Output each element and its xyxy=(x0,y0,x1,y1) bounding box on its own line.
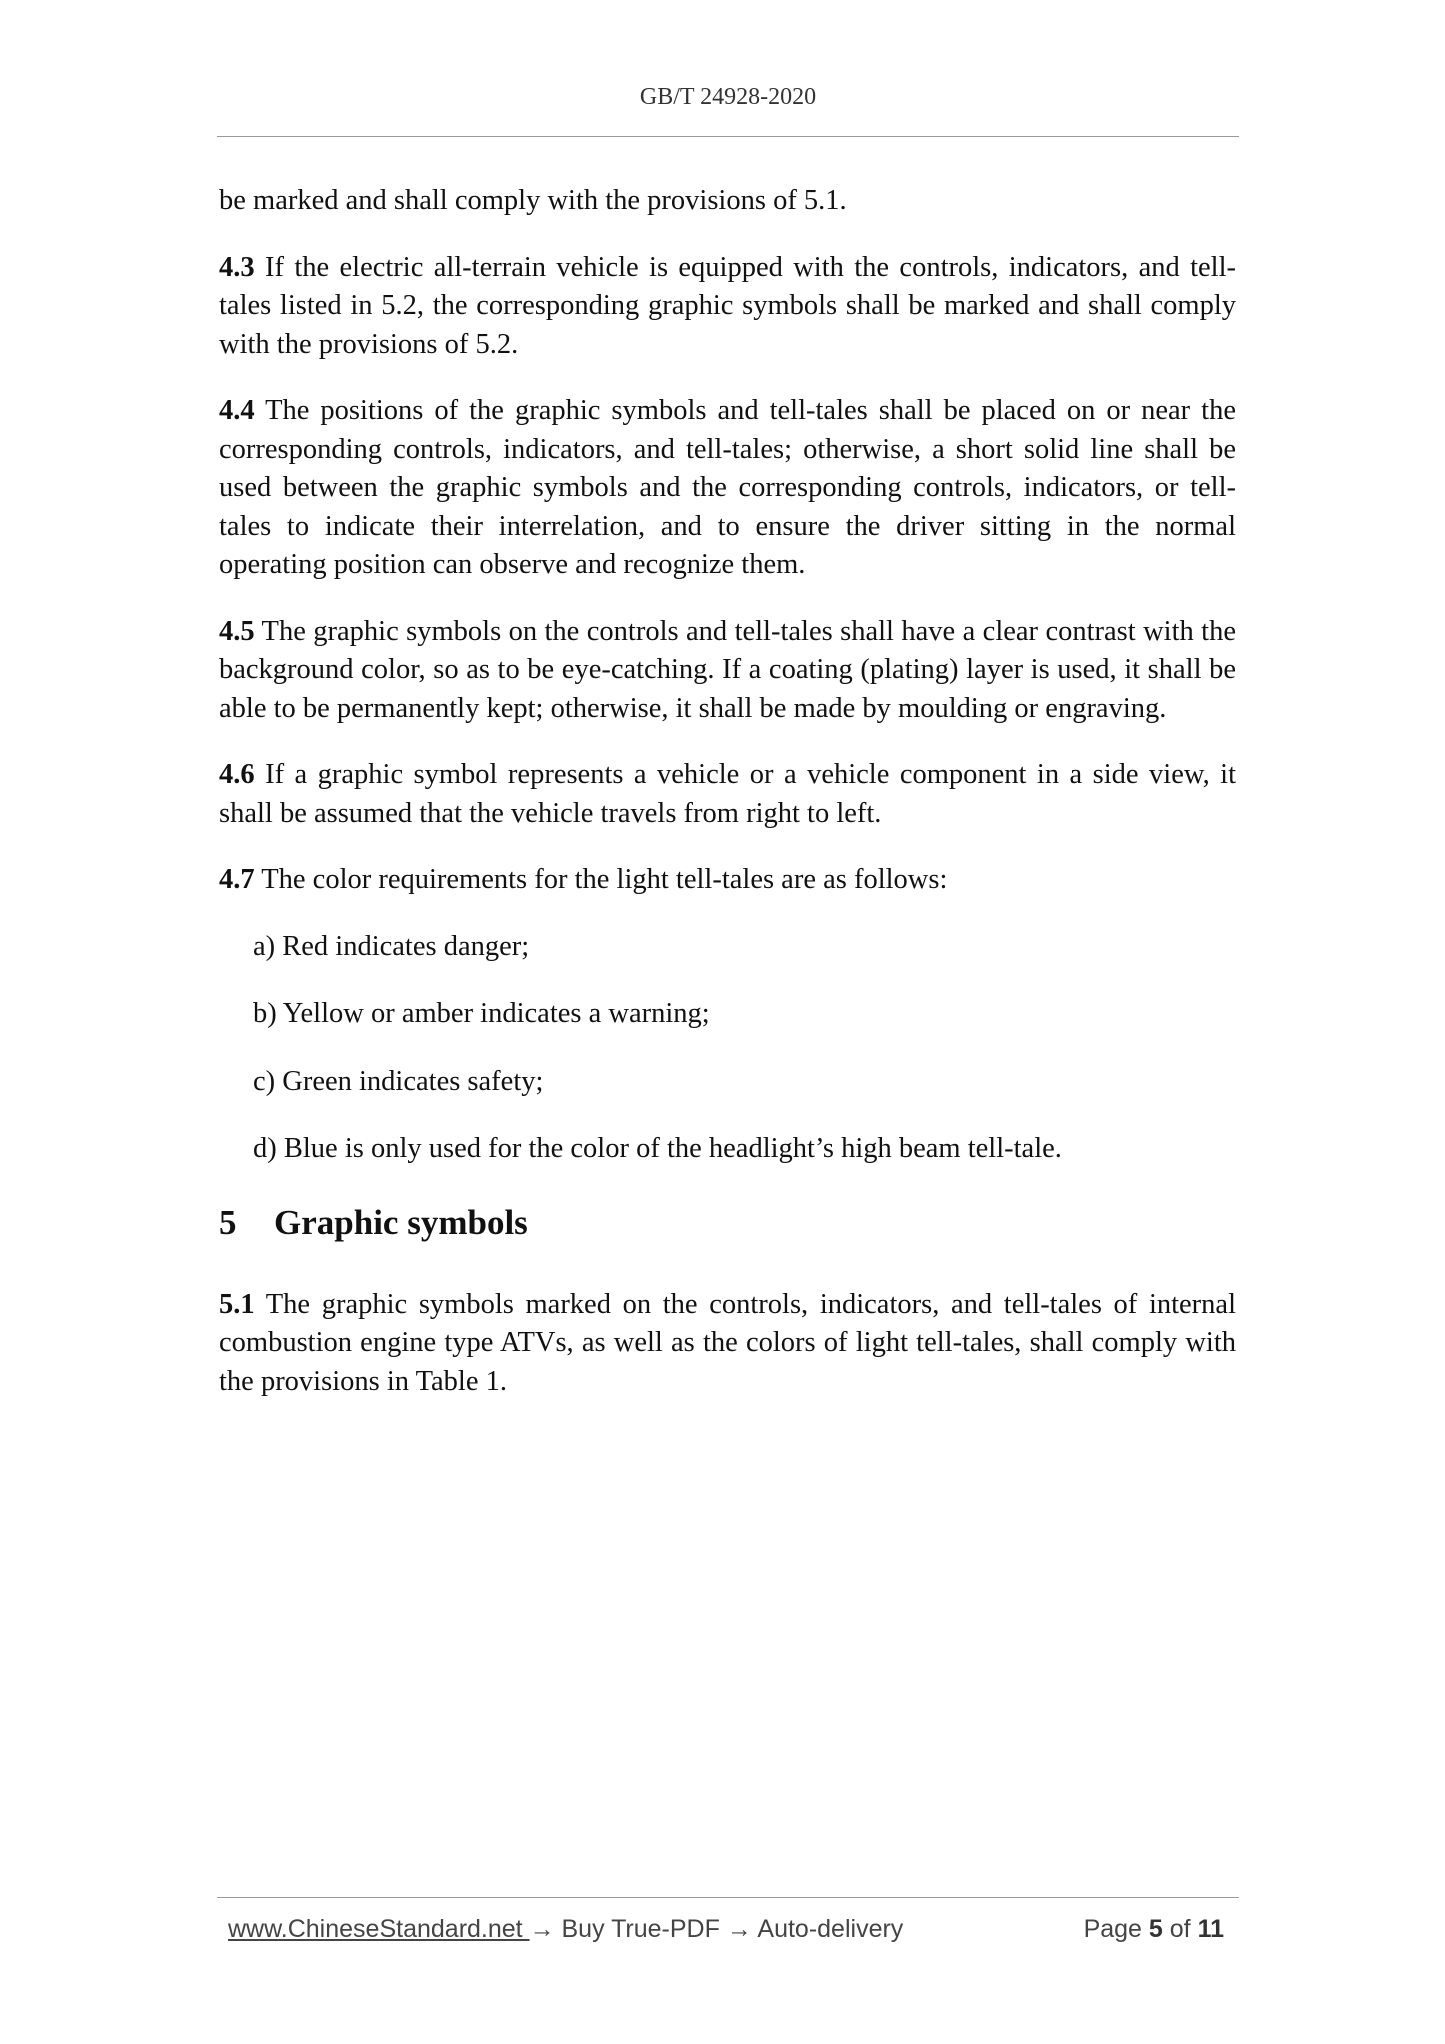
color-requirements-list xyxy=(219,928,1236,1169)
arrow-right-icon: → xyxy=(529,1915,555,1943)
clause-text: The graphic symbols marked on the controls, indicators, and tell-tales of internal combustion engine type ATVs, as well as the colors of light tell-tales, shall comply with the provisions in Table 1. xyxy=(219,1288,1236,1397)
list-item: d) Blue is only used for the color of the headlight’s high beam tell-tale. xyxy=(253,1133,1062,1164)
clause-4-3 xyxy=(219,249,1236,365)
page-number xyxy=(1084,1915,1224,1944)
clause-number: 4.7 xyxy=(219,864,255,895)
total-pages: 11 xyxy=(1197,1915,1224,1943)
clause-text: The graphic symbols on the controls and tell-tales shall have a clear contrast with the background color, so as to be eye-catching. If a coating (plating) layer is used, it shall be able to be permanently kept; otherwise, it shall be made by moulding or engraving. xyxy=(219,615,1236,724)
website-link[interactable]: www.ChineseStandard.net xyxy=(228,1915,530,1943)
section-heading xyxy=(219,1202,1236,1244)
list-item: b) Yellow or amber indicates a warning; xyxy=(253,998,710,1029)
of-label: of xyxy=(1162,1915,1198,1943)
page-label: Page xyxy=(1083,1915,1149,1943)
clause-number: 4.5 xyxy=(219,615,255,647)
arrow-right-icon: → xyxy=(726,1915,752,1943)
header-divider xyxy=(217,136,1239,137)
clause-4-5 xyxy=(219,613,1236,729)
clause-number: 4.3 xyxy=(219,251,255,283)
clause-text: If a graphic symbol represents a vehicle or a vehicle component in a side view, it shall be assumed that the vehicle travels from right to left. xyxy=(219,759,1236,829)
clause-4-4 xyxy=(219,392,1236,585)
delivery-text: Auto-delivery xyxy=(751,1915,904,1943)
continuation-paragraph: be marked and shall comply with the provisions of 5.1. xyxy=(219,185,847,216)
clause-number: 4.4 xyxy=(219,395,255,426)
clause-text: If the electric all-terrain vehicle is equipped with the controls, indicators, and tell-tales listed in 5.2, the corresponding graphic symbols shall be marked and shall comply with the provisions of 5.2. xyxy=(219,251,1236,360)
list-item: a) Red indicates danger; xyxy=(253,930,530,962)
clause-text: The positions of the graphic symbols and tell-tales shall be placed on or near the corresponding controls, indicators, and tell-tales; otherwise, a short solid line shall be used between the graphic symbols and the corresponding controls, indicators, or tell-tales to indicate their interrelation, and to ensure the driver sitting in the normal operating position can observe and recognize them. xyxy=(219,395,1236,580)
clause-4-7 xyxy=(219,861,1236,900)
buy-text: Buy True-PDF xyxy=(554,1915,727,1943)
section-title: Graphic symbols xyxy=(274,1202,528,1242)
current-page: 5 xyxy=(1148,1915,1163,1943)
clause-5-1 xyxy=(219,1286,1236,1402)
page-footer xyxy=(228,1915,1228,1951)
page-header: GB/T 24928-2020 xyxy=(639,84,817,110)
list-item: c) Green indicates safety; xyxy=(253,1065,544,1097)
section-number: 5 xyxy=(219,1202,237,1242)
clause-text: The color requirements for the light tell-tales are as follows: xyxy=(254,864,948,895)
clause-4-6 xyxy=(219,756,1236,833)
page-body xyxy=(219,182,1236,1429)
footer-promo xyxy=(228,1915,903,1944)
clause-number: 5.1 xyxy=(219,1288,255,1320)
footer-divider xyxy=(217,1897,1239,1898)
clause-number: 4.6 xyxy=(219,759,255,790)
